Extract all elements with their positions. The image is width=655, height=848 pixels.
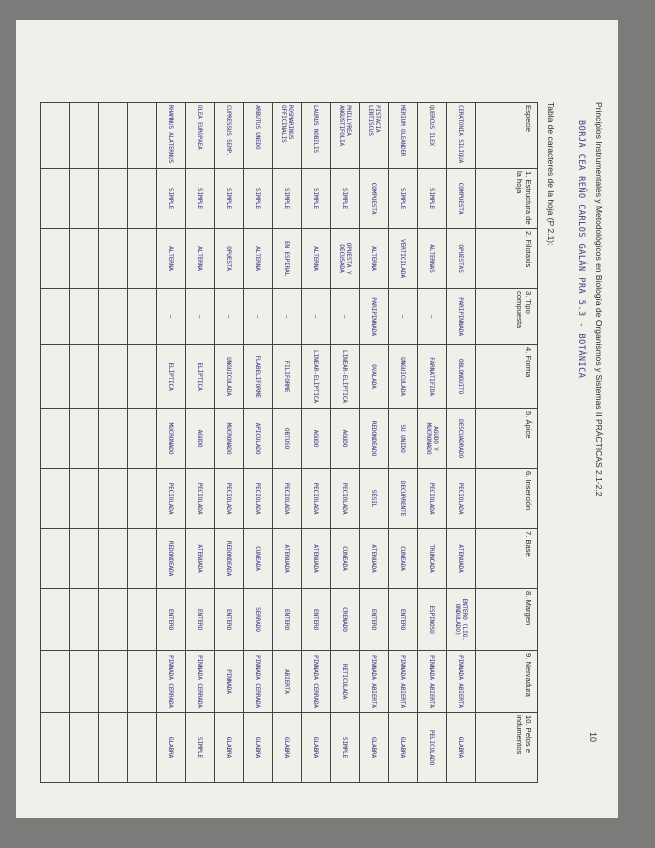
trait-cell [70,169,99,229]
trait-cell: RETICULADA [331,651,360,713]
table-row [157,103,186,783]
trait-cell: UNGUICULADA [215,345,244,409]
column-header: 7. Base [476,529,538,589]
column-header: 2. Filotaxis [476,229,538,289]
trait-cell: UNGUICULADA [389,345,418,409]
trait-cell [128,345,157,409]
trait-cell: ATENUADA [273,529,302,589]
trait-cell [41,469,70,529]
scanned-page [16,20,618,818]
trait-cell: EN ESPIRAL [273,229,302,289]
trait-cell: PARIPINNADA [447,289,476,345]
trait-cell: CUNEADA [244,529,273,589]
trait-cell: FLABELIFORME [244,345,273,409]
trait-cell: — [418,289,447,345]
trait-cell: — [273,289,302,345]
trait-cell: OVALADA [360,345,389,409]
trait-cell: SIMPLE [186,169,215,229]
trait-cell: OPUESTAS [447,229,476,289]
species-cell: QUERCUS ILEX [418,103,447,169]
trait-cell: PECIOLADA [447,469,476,529]
column-header: 6. Inserción [476,469,538,529]
trait-cell: MUCRONADO [157,409,186,469]
column-header: 4. Forma [476,345,538,409]
trait-cell: PINNADA ABIERTA [418,651,447,713]
trait-cell [128,651,157,713]
trait-cell: ENTERO [302,589,331,651]
leaf-characters-table [40,102,538,783]
trait-cell: CUNEADA [389,529,418,589]
trait-cell [70,345,99,409]
table-row [215,103,244,783]
table-caption: Tabla de caracteres de la hoja (P 2.1): [546,102,556,246]
trait-cell: PECIOLADA [273,469,302,529]
trait-cell [70,289,99,345]
trait-cell: ATENUADA [186,529,215,589]
trait-cell [41,345,70,409]
trait-cell [99,589,128,651]
trait-cell: FILIFORME [273,345,302,409]
trait-cell: ALTERNA [302,229,331,289]
trait-cell: REDONDEADA [215,529,244,589]
trait-cell: LINEAR-ELÍPTICA [302,345,331,409]
trait-cell: ATENUADA [360,529,389,589]
trait-cell: ALTERNAS [418,229,447,289]
trait-cell: COMPUESTA [360,169,389,229]
trait-cell: PINNADA ABIERTA [360,651,389,713]
trait-cell: ALTERNA [360,229,389,289]
trait-cell: OBLONGUITO [447,345,476,409]
trait-cell: — [389,289,418,345]
trait-cell [99,651,128,713]
trait-cell: ELÍPTICA [157,345,186,409]
trait-cell: SIMPLE [418,169,447,229]
trait-cell: PECIOLADA [186,469,215,529]
trait-cell: COMPUESTA [447,169,476,229]
trait-cell: PECIOLADA [331,469,360,529]
trait-cell [41,289,70,345]
trait-cell [41,713,70,783]
trait-cell [128,469,157,529]
column-header: 9. Nervadura [476,651,538,713]
trait-cell: ALTERNA [244,229,273,289]
species-cell: LAURUS NOBILIS [302,103,331,169]
trait-cell: — [186,289,215,345]
trait-cell: PECIOLADA [418,469,447,529]
species-cell [41,103,70,169]
trait-cell [70,651,99,713]
trait-cell: ELÍPTICA [186,345,215,409]
trait-cell: ENTERO [157,589,186,651]
trait-cell [99,169,128,229]
species-cell: RHAMNUS ALATERNUS [157,103,186,169]
trait-cell: PECIOLADA [215,469,244,529]
trait-cell: GLABRA [244,713,273,783]
trait-cell [41,589,70,651]
species-cell: CUPRESSUS SEMP. [215,103,244,169]
page-number: 10 [588,732,598,743]
trait-cell: SIMPLE [186,713,215,783]
trait-cell [41,651,70,713]
trait-cell: PECIOLADA [157,469,186,529]
trait-cell: AGUDO [331,409,360,469]
trait-cell: APICULADO [244,409,273,469]
species-cell [70,103,99,169]
trait-cell: PINNADA [215,651,244,713]
trait-cell: DECURRENTE [389,469,418,529]
table-body [41,103,476,783]
trait-cell: PINNADA ABIERTA [447,651,476,713]
trait-cell: SIMPLE [331,169,360,229]
trait-cell [70,529,99,589]
trait-cell: GLABRA [157,713,186,783]
trait-cell: GLABRA [215,713,244,783]
table-row [273,103,302,783]
trait-cell: OPUESTA [215,229,244,289]
trait-cell: CRENADO [331,589,360,651]
table-row [302,103,331,783]
trait-cell: OPUESTA Y DECUSADA [331,229,360,289]
trait-cell: SÉSIL [360,469,389,529]
handwritten-names: BORJA CEA REÑO CARLOS GALÁN PRA 5.3 - BOTÁNICA [576,120,586,379]
trait-cell [70,713,99,783]
trait-cell: GLABRA [389,713,418,783]
trait-cell: ENTERO [389,589,418,651]
trait-cell: ATENUADA [447,529,476,589]
trait-cell [70,469,99,529]
trait-cell [99,289,128,345]
trait-cell [128,589,157,651]
trait-cell: LINEAR-ELÍPTICA [331,345,360,409]
trait-cell [128,229,157,289]
table-row [418,103,447,783]
trait-cell: ALTERNA [186,229,215,289]
trait-cell: GLABRA [360,713,389,783]
trait-cell: ESPINOSO [418,589,447,651]
species-cell: MERIUM OLEANDER [389,103,418,169]
species-cell: CERATONIA SILIQUA [447,103,476,169]
trait-cell [41,229,70,289]
trait-cell: PINNADA CERRADA [157,651,186,713]
table-row [331,103,360,783]
trait-cell: — [302,289,331,345]
species-cell: OLEA EUROPAEA [186,103,215,169]
trait-cell: ENTERO [186,589,215,651]
table-row [99,103,128,783]
trait-cell: SIMPLE [273,169,302,229]
trait-cell: PINNADA CERRADA [302,651,331,713]
trait-cell [128,529,157,589]
trait-cell: SIMPLE [302,169,331,229]
trait-cell: REDONDEADO [360,409,389,469]
trait-cell: ENTERO [273,589,302,651]
trait-cell: VERTICILADA [389,229,418,289]
trait-cell [99,409,128,469]
column-header: 8. Margen [476,589,538,651]
table-row [128,103,157,783]
column-header: 10. Pelos e indumentos [476,713,538,783]
trait-cell: ABIERTA [273,651,302,713]
trait-cell: PINNADA CERRADA [186,651,215,713]
trait-cell: — [244,289,273,345]
trait-cell [41,169,70,229]
trait-cell [70,589,99,651]
column-header: 1. Estructura de la hoja [476,169,538,229]
trait-cell [99,713,128,783]
trait-cell [41,529,70,589]
trait-cell: ENTERO (LIG. ONDULADO) [447,589,476,651]
trait-cell [99,229,128,289]
trait-cell: SIMPLE [389,169,418,229]
table-row [186,103,215,783]
column-header: Especie [476,103,538,169]
table-header-row [476,103,538,783]
trait-cell: CUNEADA [331,529,360,589]
trait-cell: PARIPINNADA [360,289,389,345]
trait-cell: DESCUADRADO [447,409,476,469]
trait-cell: FARNATIFIDA [418,345,447,409]
trait-cell: ATENUADA [302,529,331,589]
trait-cell: SIMPLE [215,169,244,229]
trait-cell: ENTERO [215,589,244,651]
table-row [389,103,418,783]
table-row [447,103,476,783]
trait-cell: OBTUSO [273,409,302,469]
trait-cell: PECIOLADA [244,469,273,529]
column-header: 3. Tipo compuesta [476,289,538,345]
trait-cell: PECIOLADA [302,469,331,529]
trait-cell [128,169,157,229]
trait-cell [99,469,128,529]
species-cell: PHILLYREA ANGUSTIFOLIA [331,103,360,169]
trait-cell: — [157,289,186,345]
trait-cell: SIMPLE [244,169,273,229]
trait-cell: AGUDO [302,409,331,469]
trait-cell [99,345,128,409]
trait-cell: PINNADA ABIERTA [389,651,418,713]
page-header: Principios Instrumentales y Metodológicos en Biología de Organismos y Sistemas II PRÁCTICAS 2.1-2.2 [594,102,604,497]
species-cell [99,103,128,169]
trait-cell: MUCRONADO [215,409,244,469]
table-row [41,103,70,783]
trait-cell [128,409,157,469]
table-row [244,103,273,783]
trait-cell: REDONDEADA [157,529,186,589]
trait-cell: ENTERO [360,589,389,651]
trait-cell [99,529,128,589]
table-row [70,103,99,783]
species-cell [128,103,157,169]
trait-cell: PINNADA CERRADA [244,651,273,713]
trait-cell [128,289,157,345]
trait-cell: — [331,289,360,345]
species-cell: ROSMARINUS OFFICINALIS [273,103,302,169]
trait-cell: GLABRA [273,713,302,783]
trait-cell [70,409,99,469]
trait-cell: SU UNIDO [389,409,418,469]
trait-cell: — [215,289,244,345]
trait-cell: GLABRA [302,713,331,783]
trait-cell: AGUDO [186,409,215,469]
trait-cell: ALTERNA [157,229,186,289]
trait-cell: AGUDO Y MUCRONADO [418,409,447,469]
trait-cell: TRUNCADA [418,529,447,589]
species-cell: PISTACIA LENTISCUS [360,103,389,169]
trait-cell [128,713,157,783]
trait-cell: PELICULADO [418,713,447,783]
trait-cell: SIMPLE [331,713,360,783]
trait-cell [41,409,70,469]
rotated-content [16,20,618,818]
trait-cell [70,229,99,289]
trait-cell: SERRADO [244,589,273,651]
column-header: 5. Ápice [476,409,538,469]
trait-cell: SIMPLE [157,169,186,229]
trait-cell: GLABRA [447,713,476,783]
species-cell: ARBUTUS UNEDO [244,103,273,169]
table-row [360,103,389,783]
